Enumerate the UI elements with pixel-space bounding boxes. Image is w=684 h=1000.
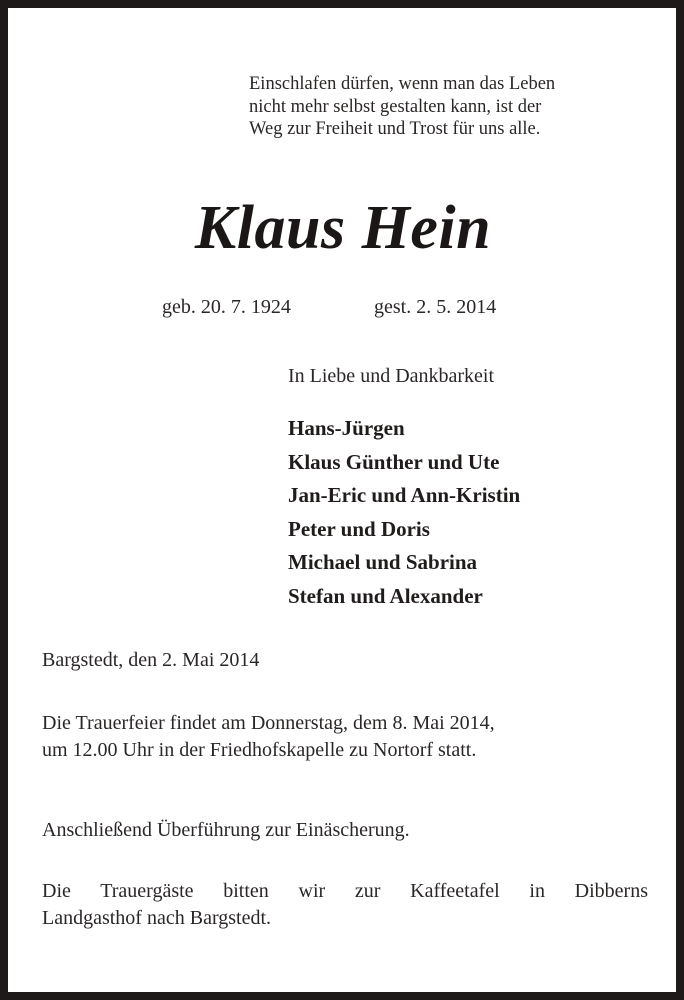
memorial-quote: [249, 73, 669, 141]
deceased-name-heading: [8, 193, 676, 264]
mourners-list: [288, 412, 520, 613]
transfer-info: Anschließend Überführung zur Einäscherung.: [42, 819, 410, 841]
birth-date: geb. 20. 7. 1924: [162, 296, 291, 318]
reception-info: [42, 878, 648, 932]
quote-line: Weg zur Freiheit und Trost für uns alle.: [249, 119, 541, 139]
ceremony-line: Die Trauerfeier findet am Donnerstag, dem 8. Mai 2014,: [42, 712, 495, 734]
mourner-item: Michael und Sabrina: [288, 550, 478, 574]
quote-line: nicht mehr selbst gestalten kann, ist der: [249, 96, 542, 117]
mourner-item: Hans-Jürgen: [288, 416, 405, 440]
mourner-item: Jan-Eric und Ann-Kristin: [288, 483, 521, 507]
place-and-date: Bargstedt, den 2. Mai 2014: [42, 649, 260, 671]
reception-line: Die Trauergäste bitten wir zur Kaffeetafel in Dibberns: [42, 880, 648, 902]
deceased-name: Klaus Hein: [194, 194, 492, 262]
reception-line: Landgasthof nach Bargstedt.: [42, 907, 272, 929]
mourner-item: Peter und Doris: [288, 516, 430, 541]
death-date: gest. 2. 5. 2014: [374, 296, 497, 318]
mourner-item: Klaus Günther und Ute: [288, 449, 500, 474]
ceremony-info: [42, 710, 648, 764]
dedication-text: In Liebe und Dankbarkeit: [288, 365, 495, 387]
obituary-notice: [8, 8, 676, 992]
ceremony-line: um 12.00 Uhr in der Friedhofskapelle zu Nortorf statt.: [42, 739, 477, 761]
quote-line: Einschlafen dürfen, wenn man das Leben: [249, 74, 556, 94]
mourner-item: Stefan und Alexander: [288, 583, 483, 608]
